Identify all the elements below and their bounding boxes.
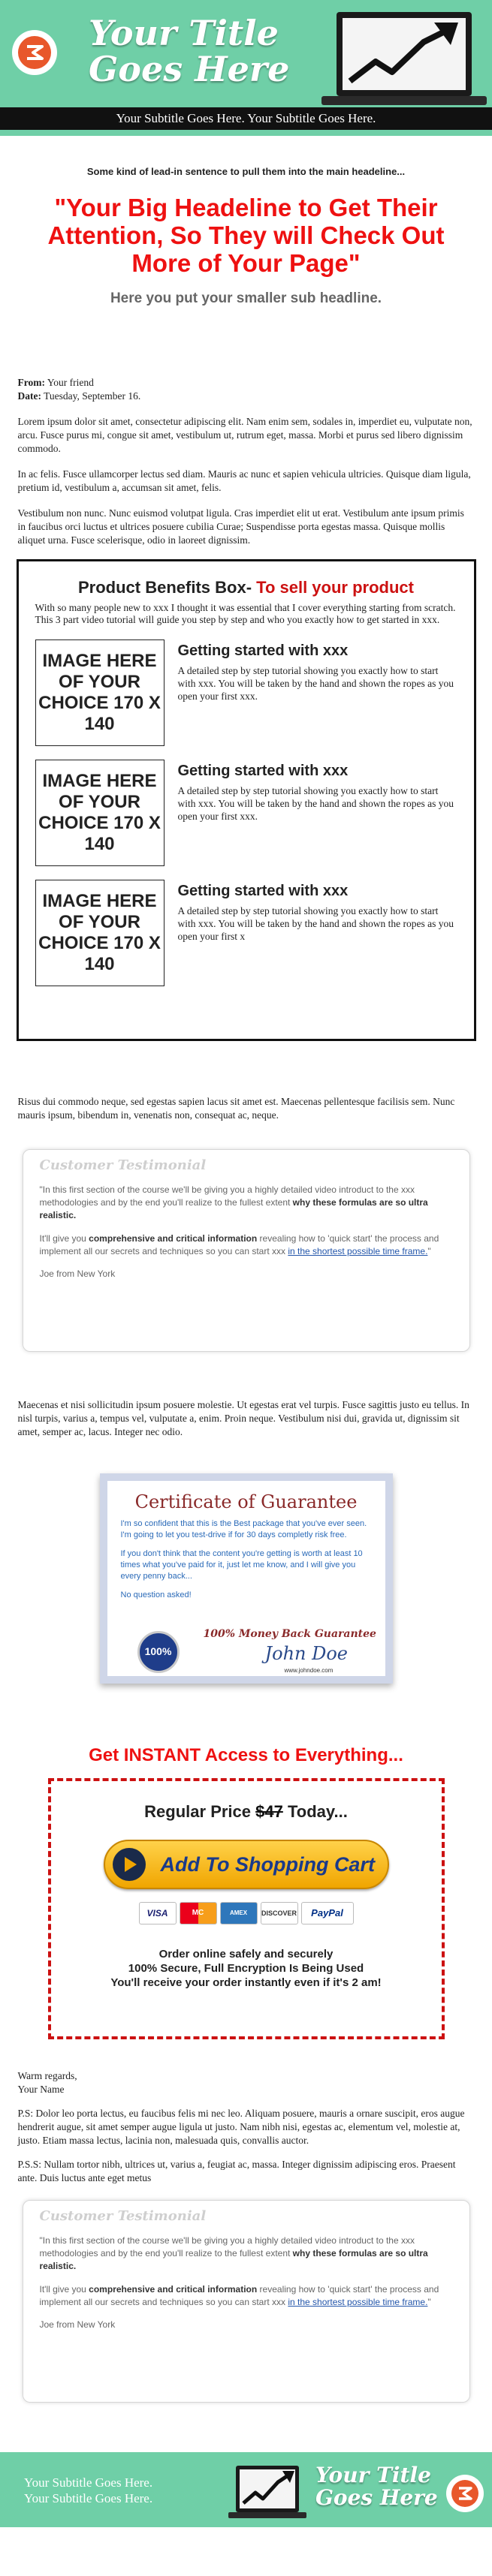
testimonial-text: revealing how to 'quick start' the process and implement all our secrets and techniques so you can start xxx (39, 1233, 439, 1256)
image-placeholder: IMAGE HERE OF YOUR CHOICE 170 X 140 (35, 760, 165, 866)
benefit-description: A detailed step by step tutorial showing you exactly how to start with xxx. You will be taken by the hand and shown the ropes as you open your first x (177, 905, 454, 942)
testimonial-highlight: why these formulas are so ultra realistic. (39, 1197, 428, 1220)
testimonial-heading: Customer Testimonial (39, 2208, 207, 2224)
benefit-text (178, 760, 457, 866)
testimonial-text: "In this first section of the course we'll be giving you a highly detailed video introduct to the xxx methodologies and by the end you'll realize to the fullest extent (39, 2235, 415, 2259)
image-placeholder: IMAGE HERE OF YOUR CHOICE 170 X 140 (35, 639, 165, 746)
logo-icon (18, 36, 51, 69)
image-placeholder: IMAGE HERE OF YOUR CHOICE 170 X 140 (35, 880, 165, 986)
lead-in: Some kind of lead-in sentence to pull them into the main headeline... (86, 166, 406, 177)
guarantee-certificate (100, 1473, 393, 1684)
testimonial-text: " (427, 2297, 431, 2307)
benefits-title (35, 578, 457, 597)
body-paragraph: Maecenas et nisi sollicitudin ipsum posuere molestie. Ut egestas erat vel turpis. Fusce sagittis justo eu tellus. In nisl turpis, varius a, tempus vel, vulputate a, enim. Proin neque. Vestibulum nisi dui, gravida ut, dignissim sit amet, semper ac, lacus. Integer nec odio. (17, 1399, 469, 1437)
site-title: Your Title Goes Here (89, 13, 290, 89)
benefit-title: Getting started with xxx (177, 883, 349, 899)
testimonial-body (40, 2234, 453, 2309)
letter-paragraph: Lorem ipsum dolor sit amet, consectetur adipiscing elit. Nam enim sem, sodales in, imperdiet eu, vulputate non, arcu. Fusce purus mi, congue sit amet, vestibulum ut, rutrum eget, massa. Morbi et purus sed libero dignissim commodo. (17, 416, 472, 454)
add-to-cart-label: Add To Shopping Cart (160, 1853, 375, 1876)
mastercard-icon: MC (180, 1902, 217, 1924)
benefits-title-accent: To sell your product (252, 578, 414, 597)
certificate-url: www.johndoe.com (284, 1667, 334, 1674)
testimonial-highlight: why these formulas are so ultra realistic. (39, 2248, 428, 2271)
date-value: Tuesday, September 16. (41, 390, 141, 402)
testimonial-author: Joe from New York (39, 1268, 116, 1279)
secure-line: You'll receive your order instantly even if it's 2 am! (110, 1976, 382, 1989)
cta-heading: Get INSTANT Access to Everything... (89, 1745, 403, 1765)
post-postscript: P.S.S: Nullam tortor nibh, ultrices ut, varius a, feugiat ac, massa. Integer dignissim adipiscing eros. Praesent ante. Duis luctus ante eget metus (17, 2159, 456, 2183)
testimonial-link[interactable]: in the shortest possible time frame. (288, 2297, 428, 2307)
price-label: Regular Price (144, 1802, 256, 1821)
benefit-description: A detailed step by step tutorial showing you exactly how to start with xxx. You will be taken by the hand and shown the ropes as you open your first xxx. (177, 785, 454, 822)
from-value: Your friend (45, 377, 94, 388)
testimonial-text: revealing how to 'quick start' the process and implement all our secrets and techniques so you can start xxx (39, 2284, 439, 2307)
letter-paragraph: Vestibulum non nunc. Nunc euismod volutpat ligula. Cras imperdiet elit ut erat. Vestibulum ante ipsum primis in faucibus orci luctus et ultrices posuere cubilia Curae; Suspendisse porta egestas massa. Quisque mollis aliquet urna. Fusce scelerisque, odio in laoreet dignissim. (17, 507, 464, 546)
main-headline: "Your Big Headeline to Get Their Attention, So They will Check Out More of Your Page" (47, 194, 445, 277)
benefits-title-main: Product Benefits Box- (78, 578, 252, 597)
testimonial-body (40, 1184, 453, 1258)
closing-section (14, 2069, 479, 2185)
add-to-cart-button[interactable] (104, 1840, 389, 1889)
money-back-seal-icon: 100% (137, 1631, 180, 1673)
site-footer (0, 2452, 492, 2527)
laptop-chart-icon (314, 9, 487, 107)
header-subtitle: Your Subtitle Goes Here. Your Subtitle Goes Here. (0, 107, 492, 130)
testimonial-author: Joe from New York (39, 2319, 116, 2330)
certificate-inner (107, 1481, 385, 1676)
footer-title: Your Title Goes Here (315, 2463, 438, 2510)
footer-subtitle: Your Subtitle Goes Here. Your Subtitle Goes Here. (24, 2475, 153, 2505)
from-label: From: (17, 377, 45, 388)
letter-paragraph: In ac felis. Fusce ullamcorper lectus sed diam. Mauris ac nunc et sapien vehicula ultricies. Quisque diam ligula, pretium id, vestibulum a, accumsan sit amet, felis. (17, 468, 471, 493)
product-benefits-box (17, 559, 476, 1041)
benefit-title: Getting started with xxx (177, 642, 349, 659)
benefits-intro: With so many people new to xxx I thought it was essential that I cover everything starting from scratch. This 3 part video tutorial will guide you step by step and who you exactly how to get started in xxx. (35, 602, 456, 625)
testimonial-text: It'll give you (39, 2284, 89, 2295)
benefit-text (178, 880, 457, 986)
letter-meta (18, 376, 475, 403)
laptop-chart-icon (225, 2463, 306, 2523)
postscript: P.S: Dolor leo porta lectus, eu faucibus felis mi nec leo. Aliquam posuere, mauris a ornare suscipit, eros augue hendrerit augue, sit amet semper augue ligula ut justo. Nam nibh nisi, egestas ac, elementum vel, molestie at, justo. Etiam massa lectus, lacinia non, malesuada quis, convallis auctor. (17, 2108, 465, 2146)
amex-icon: AMEX (220, 1902, 258, 1924)
sales-letter (14, 376, 479, 547)
main-content (14, 166, 479, 2403)
customer-testimonial (23, 2200, 470, 2403)
closing-regards: Warm regards, (17, 2070, 77, 2081)
closing-name: Your Name (17, 2084, 65, 2095)
logo-icon (451, 2480, 478, 2507)
secure-line: Order online safely and securely (158, 1948, 334, 1961)
money-back-label: 100% Money Back Guarantee (203, 1628, 376, 1640)
certificate-title: Certificate of Guarantee (134, 1491, 358, 1512)
footer-logo[interactable] (446, 2475, 484, 2512)
testimonial-heading: Customer Testimonial (39, 1157, 207, 1173)
price-suffix: Today... (282, 1802, 348, 1821)
site-header (0, 0, 492, 107)
benefit-item (35, 760, 457, 866)
benefit-item (35, 639, 457, 746)
date-label: Date: (17, 390, 41, 402)
customer-testimonial (23, 1149, 470, 1352)
sub-headline: Here you put your smaller sub headline. (110, 290, 382, 306)
cart-arrow-icon (113, 1848, 146, 1881)
benefit-title: Getting started with xxx (177, 763, 349, 779)
benefit-text (178, 639, 457, 746)
body-paragraph: Risus dui commodo neque, sed egestas sapien lacus sit amet est. Maecenas pellentesque facilisis sem. Nunc mauris ipsum, bibendum in, venenatis non, consequat ac, neque. (17, 1096, 455, 1121)
testimonial-text: " (427, 1246, 431, 1256)
certificate-text: No question asked! (120, 1590, 192, 1599)
benefit-item (35, 880, 457, 986)
benefit-description: A detailed step by step tutorial showing you exactly how to start with xxx. You will be taken by the hand and shown the ropes as you open your first xxx. (177, 665, 454, 702)
signature: John Doe (264, 1643, 349, 1664)
paypal-icon: PayPal (301, 1902, 354, 1924)
secure-line: 100% Secure, Full Encryption Is Being Used (128, 1962, 364, 1975)
discover-icon: DISCOVER (261, 1902, 298, 1924)
logo[interactable] (12, 30, 57, 75)
certificate-text: I'm so confident that this is the Best package that you've ever seen. I'm going to let you test-drive if for 30 days completly risk free. (120, 1519, 367, 1539)
price-value: $47 (255, 1802, 283, 1821)
testimonial-highlight: comprehensive and critical information (89, 1233, 258, 1244)
certificate-body (121, 1518, 372, 1601)
testimonial-link[interactable]: in the shortest possible time frame. (288, 1246, 428, 1256)
testimonial-highlight: comprehensive and critical information (89, 2284, 258, 2295)
testimonial-text: It'll give you (39, 1233, 89, 1244)
regular-price (51, 1802, 442, 1822)
header-divider (0, 130, 492, 136)
certificate-text: If you don't think that the content you're getting is worth at least 10 times what you've paid for it, just let me know, and I will give you every penny back... (120, 1549, 363, 1581)
testimonial-text: "In this first section of the course we'll be giving you a highly detailed video introduct to the xxx methodologies and by the end you'll realize to the fullest extent (39, 1184, 415, 1208)
payment-cards (51, 1902, 442, 1924)
secure-order-text (51, 1947, 442, 1990)
visa-icon: VISA (139, 1902, 177, 1924)
order-box (48, 1778, 445, 2039)
